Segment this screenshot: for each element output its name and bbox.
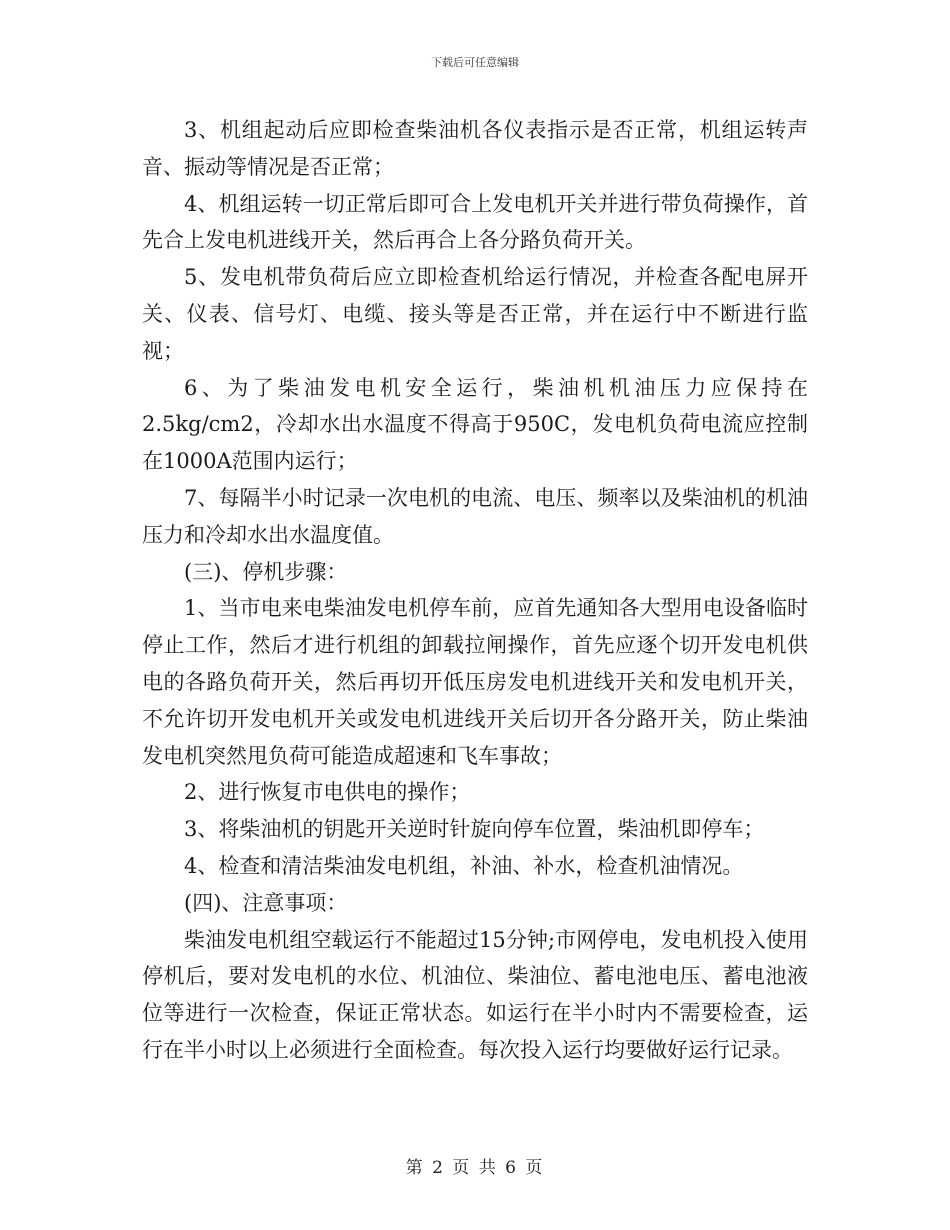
section-heading-shutdown: (三)、停机步骤：: [184, 559, 348, 584]
page-footer: 第 2 页 共 6 页: [405, 1158, 545, 1178]
paragraph-shutdown-3: 3、将柴油机的钥匙开关逆时针旋向停车位置，柴油机即停车；: [184, 817, 765, 842]
page-header: 下载后可任意编辑: [431, 56, 519, 69]
paragraph-step-3: 3、机组起动后应即检查柴油机各仪表指示是否正常，机组运转声音、振动等情况是否正常；: [142, 118, 808, 179]
paragraph-notes: 柴油发电机组空载运行不能超过15分钟;市网停电，发电机投入使用停机后，要对发电机的水位、机油位、柴油位、蓄电池电压、蓄电池液位等进行一次检查，保证正常状态。如运行在半小时内不需要检查，运行在半小时以上必须进行全面检查。每次投入运行均要做好运行记录。: [142, 927, 808, 1062]
paragraph-step-7: 7、每隔半小时记录一次电机的电流、电压、频率以及柴油机的机油压力和冷却水出水温度值。: [142, 485, 808, 547]
paragraph-shutdown-4: 4、检查和清洁柴油发电机组，补油、补水，检查机油情况。: [184, 853, 744, 878]
paragraph-shutdown-1: 1、当市电来电柴油发电机停车前，应首先通知各大型用电设备临时停止工作，然后才进行机组的卸载拉闸操作，首先应逐个切开发电机供电的各路负荷开关，然后再切开低压房发电机进线开关和发电机开关，不允许切开发电机开关或发电机进线开关后切开各分路开关，防止柴油发电机突然甩负荷可能造成超速和飞车事故；: [142, 596, 808, 768]
paragraph-step-4: 4、机组运转一切正常后即可合上发电机开关并进行带负荷操作，首先合上发电机进线开关，然后再合上各分路负荷开关。: [142, 191, 808, 253]
document-body: [142, 112, 808, 1069]
paragraph-step-5: 5、发电机带负荷后应立即检查机给运行情况，并检查各配电屏开关、仪表、信号灯、电缆、接头等是否正常，并在运行中不断进行监视；: [142, 265, 808, 363]
paragraph-shutdown-2: 2、进行恢复市电供电的操作；: [184, 780, 471, 805]
section-heading-notes: (四)、注意事项：: [184, 890, 348, 915]
paragraph-step-6: 6、为了柴油发电机安全运行，柴油机机油压力应保持在2.5kg/cm2，冷却水出水温度不得高于950C，发电机负荷电流应控制在1000A范围内运行；: [142, 375, 808, 474]
